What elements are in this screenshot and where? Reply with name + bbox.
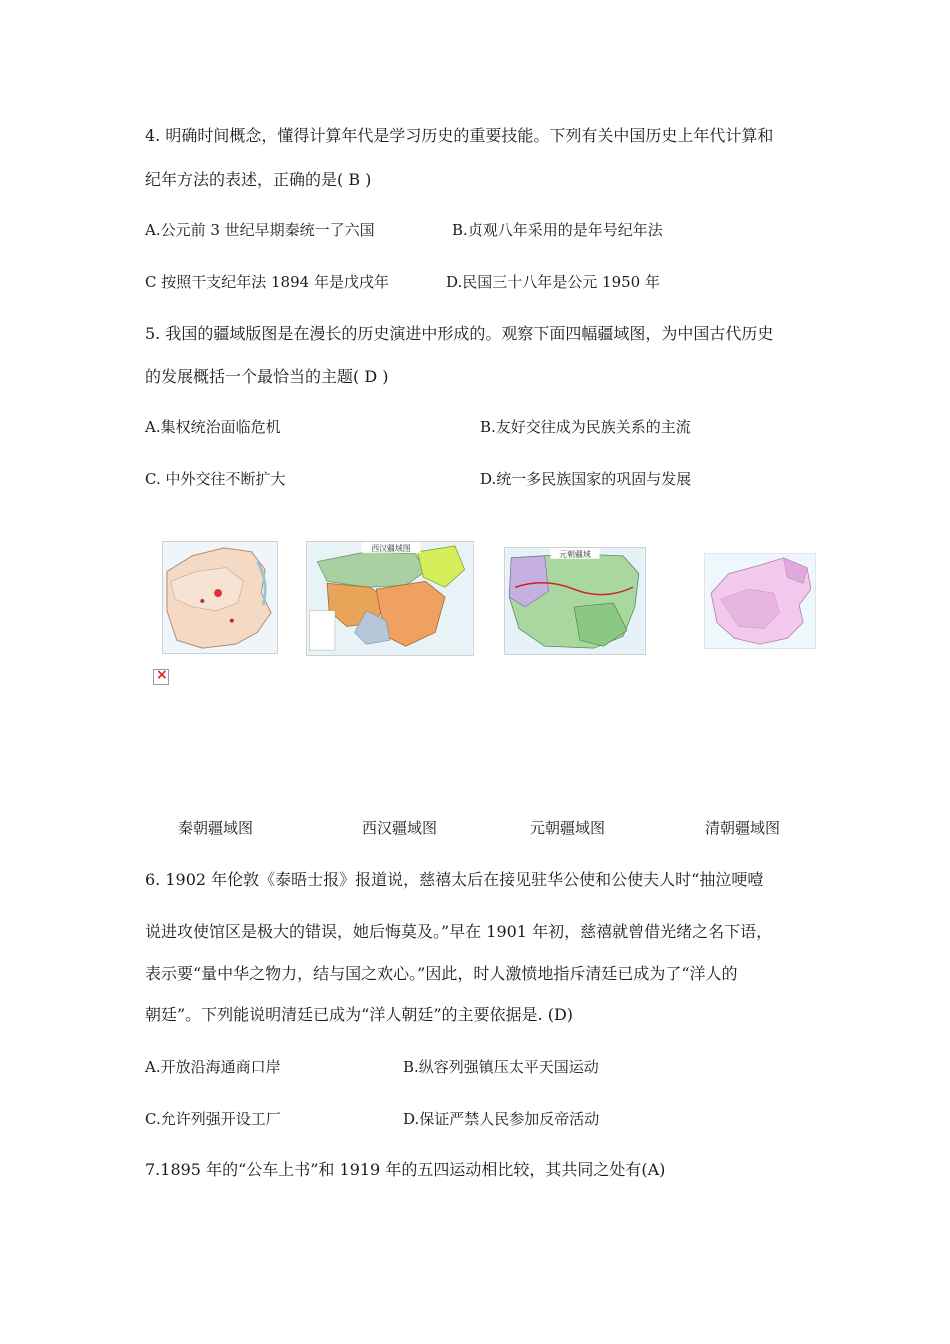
q5-option-d: D.统一多民族国家的巩固与发展	[480, 470, 692, 488]
qing-territory-map	[704, 553, 816, 649]
q5-stem-line2: 的发展概括一个最恰当的主题( D )	[145, 367, 389, 386]
yuan-map-title: 元朝疆域	[559, 549, 591, 559]
q4-stem-line1: 4. 明确时间概念，懂得计算年代是学习历史的重要技能。下列有关中国历史上年代计算和	[145, 126, 774, 145]
q7-stem-line1: 7.1895 年的“公车上书”和 1919 年的五四运动相比较，其共同之处有(A)	[145, 1160, 666, 1179]
q5-option-c: C. 中外交往不断扩大	[145, 470, 286, 488]
xihan-territory-map	[306, 541, 474, 656]
q4-option-b: B.贞观八年采用的是年号纪年法	[452, 221, 663, 239]
caption-yuan-map: 元朝疆域图	[530, 819, 606, 837]
q4-stem-line2: 纪年方法的表述，正确的是( B )	[145, 170, 372, 189]
q4-option-d: D.民国三十八年是公元 1950 年	[446, 273, 660, 291]
yuan-territory-map	[504, 547, 646, 655]
q5-option-a: A.集权统治面临危机	[145, 418, 281, 436]
q6-option-d: D.保证严禁人民参加反帝活动	[403, 1110, 600, 1128]
q6-stem-line2: 说进攻使馆区是极大的错误，她后悔莫及。”早在 1901 年初，慈禧就曾借光绪之名下语，	[145, 922, 773, 941]
q6-stem-line4: 朝廷”。下列能说明清廷已成为“洋人朝廷”的主要依据是. (D)	[145, 1005, 574, 1024]
q6-stem-line3: 表示要“量中华之物力，结与国之欢心。”因此，时人激愤地指斥清廷已成为了“洋人的	[145, 964, 738, 983]
q5-stem-line1: 5. 我国的疆域版图是在漫长的历史演进中形成的。观察下面四幅疆域图，为中国古代历史	[145, 324, 774, 343]
xihan-map-title: 西汉疆域图	[371, 543, 411, 553]
q6-option-b: B.纵容列强镇压太平天国运动	[403, 1058, 599, 1076]
caption-xihan-map: 西汉疆域图	[362, 819, 438, 837]
q4-option-a: A.公元前 3 世纪早期秦统一了六国	[145, 221, 375, 239]
q4-option-c: C 按照干支纪年法 1894 年是戊戌年	[145, 273, 389, 291]
q6-stem-line1: 6. 1902 年伦敦《泰晤士报》报道说，慈禧太后在接见驻华公使和公使夫人时“抽泣哽噎	[145, 870, 764, 889]
qin-territory-map	[162, 541, 278, 654]
q5-option-b: B.友好交往成为民族关系的主流	[480, 418, 691, 436]
q6-option-a: A.开放沿海通商口岸	[145, 1058, 281, 1076]
caption-qin-map: 秦朝疆域图	[178, 819, 254, 837]
broken-image-icon: ×	[153, 669, 169, 685]
q6-option-c: C.允许列强开设工厂	[145, 1110, 281, 1128]
caption-qing-map: 清朝疆域图	[705, 819, 781, 837]
